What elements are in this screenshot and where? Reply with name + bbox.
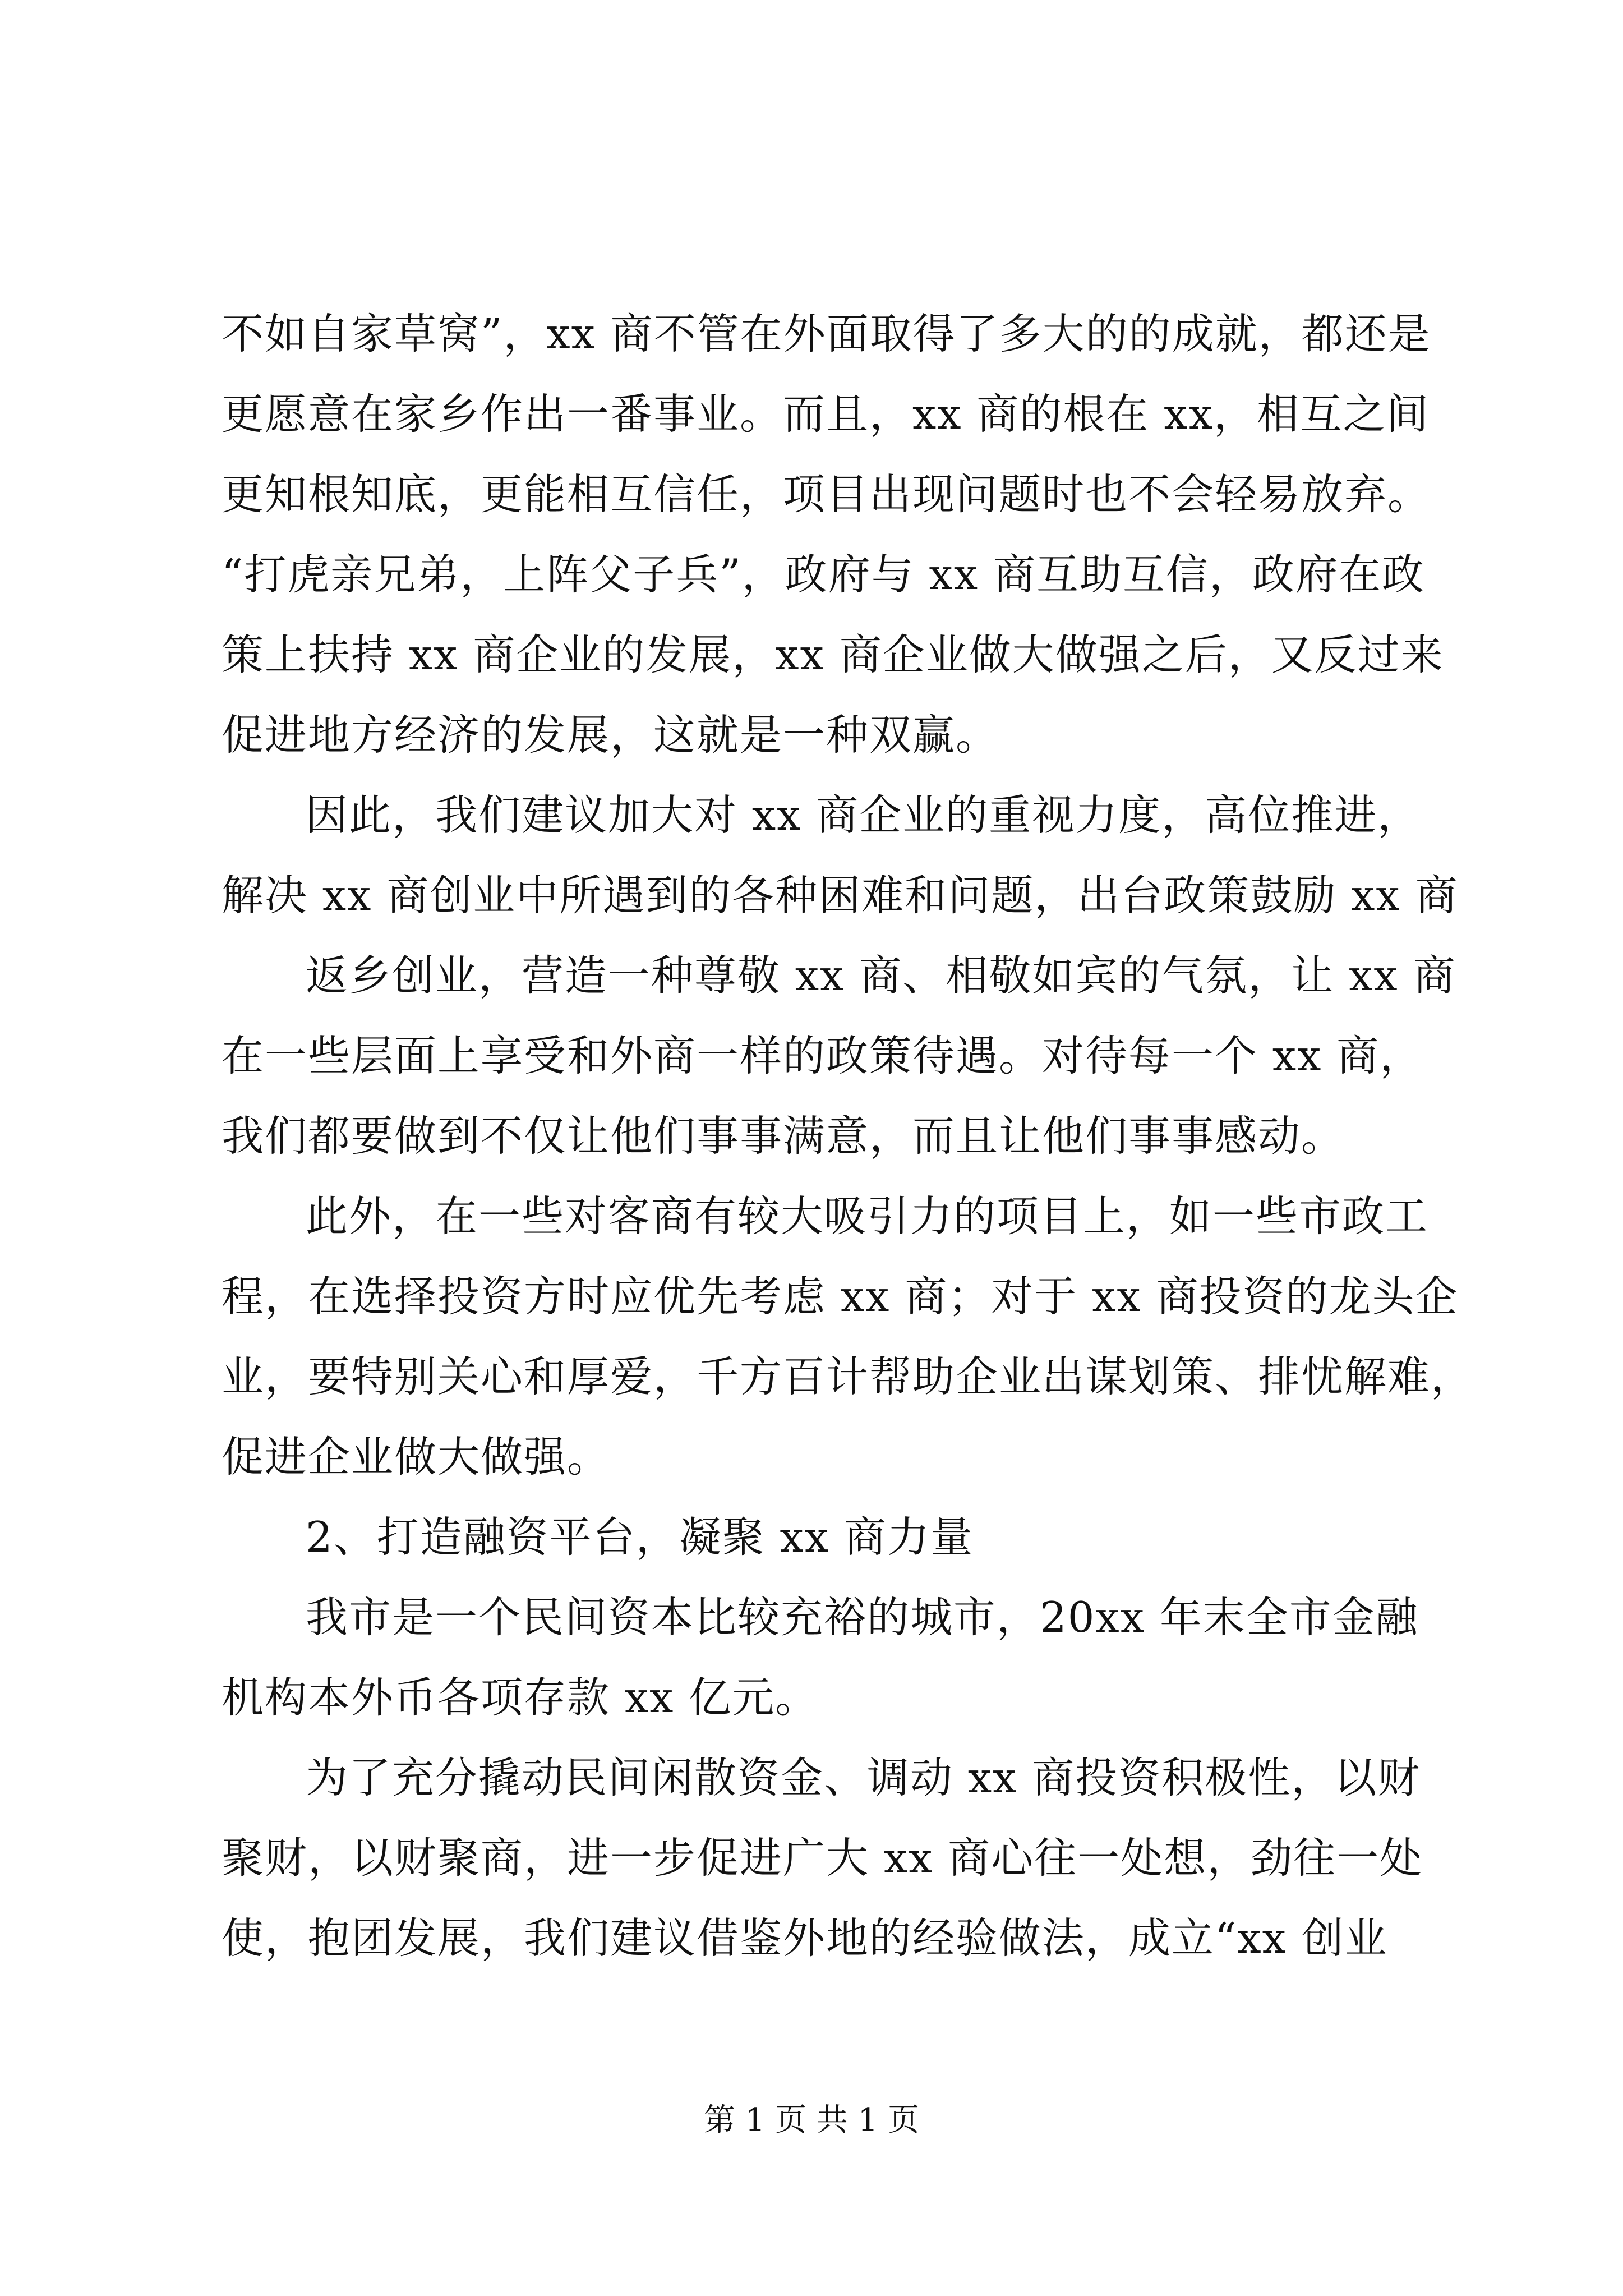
text-line: 策上扶持 xx 商企业的发展，xx 商企业做大做强之后，又反过来: [222, 630, 1444, 679]
page-footer: 第 1 页 共 1 页: [703, 2102, 920, 2138]
text-line: 促进地方经济的发展，这就是一种双赢。: [222, 710, 999, 760]
text-line: 业，要特别关心和厚爱，千方百计帮助企业出谋划策、排忧解难，: [222, 1352, 1474, 1401]
text-line: 使，抱团发展，我们建议借鉴外地的经验做法，成立“xx 创业: [222, 1913, 1388, 1963]
paragraph-start-line: 因此，我们建议加大对 xx 商企业的重视力度，高位推进，: [306, 790, 1421, 840]
text-line: 不如自家草窝”，xx 商不管在外面取得了多大的的成就，都还是: [222, 309, 1431, 358]
paragraph-start-line: 我市是一个民间资本比较充裕的城市，20xx 年末全市金融: [306, 1593, 1419, 1642]
text-line: 聚财，以财聚商，进一步促进广大 xx 商心往一处想，劲往一处: [222, 1833, 1423, 1883]
text-line: 解决 xx 商创业中所遇到的各种困难和问题，出台政策鼓励 xx 商: [222, 871, 1459, 920]
text-line: 在一些层面上享受和外商一样的政策待遇。对待每一个 xx 商，: [222, 1031, 1423, 1080]
text-line: 程，在选择投资方时应优先考虑 xx 商；对于 xx 商投资的龙头企: [222, 1272, 1459, 1321]
text-line: 我们都要做到不仅让他们事事满意，而且让他们事事感动。: [222, 1111, 1345, 1161]
text-line: “打虎亲兄弟，上阵父子兵”，政府与 xx 商互助互信，政府在政: [222, 550, 1425, 599]
text-line: 促进企业做大做强。: [222, 1432, 611, 1481]
text-line: 机构本外币各项存款 xx 亿元。: [222, 1673, 819, 1722]
paragraph-start-line: 此外，在一些对客商有较大吸引力的项目上，如一些市政工: [306, 1191, 1429, 1241]
text-line: 返乡创业，营造一种尊敬 xx 商、相敬如宾的气氛，让 xx 商: [306, 951, 1456, 1000]
text-line: 更愿意在家乡作出一番事业。而且，xx 商的根在 xx，相互之间: [222, 389, 1430, 439]
paragraph-start-line: 为了充分撬动民间闲散资金、调动 xx 商投资积极性，以财: [306, 1753, 1421, 1802]
text-line: 更知根知底，更能相互信任，项目出现问题时也不会轻易放弃。: [222, 470, 1431, 519]
section-heading: 2、打造融资平台，凝聚 xx 商力量: [306, 1512, 974, 1562]
